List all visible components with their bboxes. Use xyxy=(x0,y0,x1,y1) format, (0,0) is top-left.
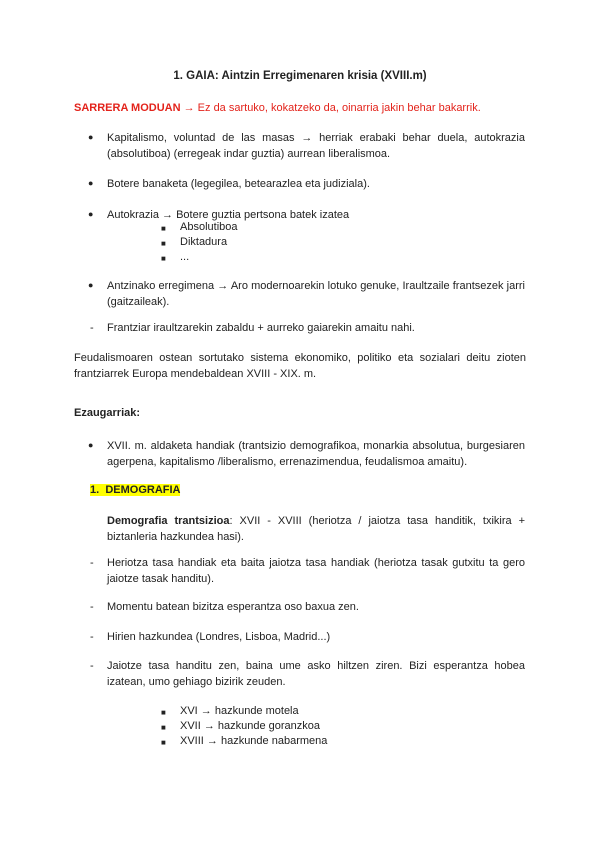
section-heading-demografia xyxy=(90,484,180,496)
square-bullet-icon: ■ xyxy=(161,738,166,747)
intro-line xyxy=(74,102,481,114)
square-bullet-icon: ■ xyxy=(161,239,166,248)
bullet-antzinako-erregimena: Antzinako erregimena → Aro modernoarekin lotuko genuke, Iraultzaile frantsezek jarri (gaitzaileak). xyxy=(107,280,525,308)
section-number: 1. xyxy=(90,484,100,496)
dash-hirien-hazkundea: Hirien hazkundea (Londres, Lisboa, Madrid...) xyxy=(107,631,331,643)
demografia-trantsizioa xyxy=(107,513,525,545)
paragraph-feudalismoa: Feudalismoaren ostean sortutako sistema ekonomiko, politiko eta sozialari deitu zioten frantziarrek Europa mendebaldean XVIII - XIX. m. xyxy=(74,352,526,380)
sub-item-ellipsis: ... xyxy=(180,251,190,263)
dash-bullet: - xyxy=(90,557,94,569)
bullet-icon: ● xyxy=(88,178,94,188)
dash-jaiotze-tasa: Jaiotze tasa handitu zen, baina ume asko hiltzen ziren. Bizi esperantza hobea izatean, umo gehiago bizirik zeuden. xyxy=(107,660,525,688)
dash-heriotza-tasa: Heriotza tasa handiak eta baita jaiotza tasa handiak (heriotza tasak gutxitu ta gero jaiotze tasak handitu). xyxy=(107,557,525,585)
intro-label: SARRERA MODUAN xyxy=(74,102,181,114)
dash-bullet: - xyxy=(90,601,94,613)
bullet-icon: ● xyxy=(88,280,94,290)
section-title: DEMOGRAFIA xyxy=(105,484,181,496)
intro-text: Ez da sartuko, kokatzeko da, oinarria jakin behar bakarrik. xyxy=(197,102,481,114)
square-bullet-icon: ■ xyxy=(161,708,166,717)
growth-xvii: XVII → hazkunde goranzkoa xyxy=(180,720,321,732)
growth-xvi: XVI → hazkunde motela xyxy=(180,705,299,717)
bullet-botere-banaketa: Botere banaketa (legegilea, betearazlea eta judiziala). xyxy=(107,178,370,190)
document-title: 1. GAIA: Aintzin Erregimenaren krisia (XVIII.m) xyxy=(173,70,427,82)
section-heading-ezaugarriak: Ezaugarriak: xyxy=(74,407,141,419)
square-bullet-icon: ■ xyxy=(161,254,166,263)
bullet-icon: ● xyxy=(88,209,94,219)
dash-bullet: - xyxy=(90,322,94,334)
trantsizioa-label: Demografia trantsizioa xyxy=(107,515,230,527)
growth-xviii: XVIII → hazkunde nabarmena xyxy=(180,735,328,747)
bullet-autokrazia: Autokrazia → Botere guztia pertsona batek izatea xyxy=(107,209,350,221)
square-bullet-icon: ■ xyxy=(161,723,166,732)
intro-arrow: → xyxy=(183,102,195,114)
dash-bizitza-esperantza: Momentu batean bizitza esperantza oso baxua zen. xyxy=(107,601,359,613)
sub-item-absolutiboa: Absolutiboa xyxy=(180,221,238,233)
bullet-capitalism: Kapitalismo, voluntad de las masas → herriak erabaki behar duela, autokrazia (absolutiboa) (erregeak indar guztia) aurrean liberalismoa. xyxy=(107,132,525,160)
square-bullet-icon: ■ xyxy=(161,224,166,233)
bullet-icon: ● xyxy=(88,132,94,142)
bullet-xvii-aldaketak: XVII. m. aldaketa handiak (trantsizio demografikoa, monarkia absolutua, burgesiaren agerpena, kapitalismo /liberalismo, errenazimendua, feudalismoa amaitu). xyxy=(107,440,525,468)
dash-bullet: - xyxy=(90,631,94,643)
sub-item-diktadura: Diktadura xyxy=(180,236,228,248)
bullet-icon: ● xyxy=(88,440,94,450)
dash-frantziar-iraultza: Frantziar iraultzarekin zabaldu + aurreko gaiarekin amaitu nahi. xyxy=(107,322,415,334)
dash-bullet: - xyxy=(90,660,94,672)
trantsizioa-text: : XVII - XVIII (heriotza / jaiotza tasa handitik, txikira + biztanleria hazkundea hasi). xyxy=(107,515,525,543)
